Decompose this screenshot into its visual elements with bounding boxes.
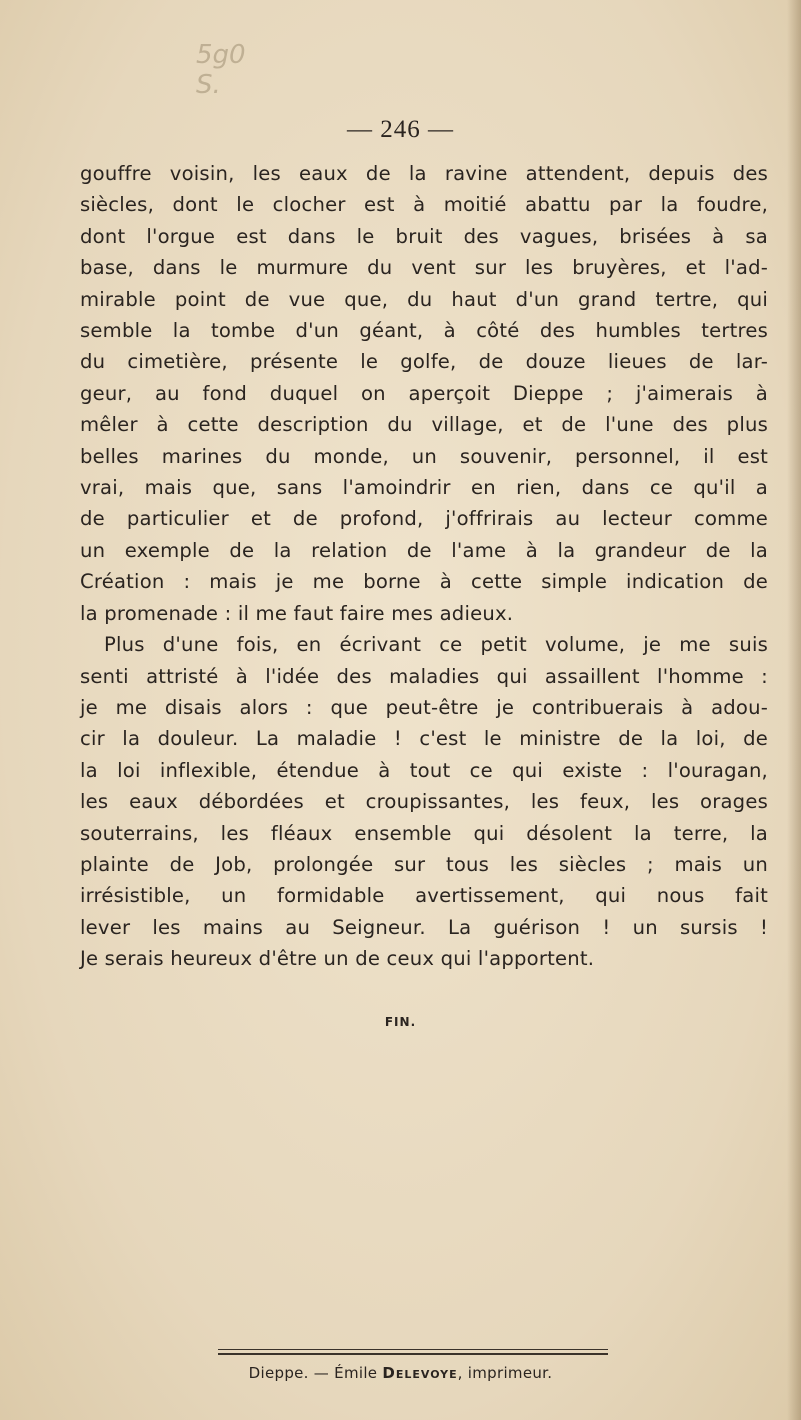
text-line: mirable point de vue que, du haut d'un grand tertre, qui	[80, 287, 768, 311]
page-number: — 246 —	[347, 116, 454, 143]
imprint-suffix: , imprimeur.	[457, 1364, 553, 1382]
text-line: la promenade : il me faut faire mes adieux.	[80, 601, 514, 625]
text-line: Plus d'une fois, en écrivant ce petit volume, je me suis	[104, 633, 768, 657]
text-line: base, dans le murmure du vent sur les bruyères, et l'ad-	[80, 256, 768, 280]
text-line: vrai, mais que, sans l'amoindrir en rien, dans ce qu'il a	[80, 476, 768, 500]
text-line: mêler à cette description du village, et de l'une des plus	[80, 413, 768, 437]
text-line: un exemple de la relation de l'ame à la grandeur de la	[80, 538, 768, 562]
text-line: Je serais heureux d'être un de ceux qui l'apportent.	[80, 947, 595, 971]
text-line: Création : mais je me borne à cette simple indication de	[80, 570, 768, 594]
text-line: irrésistible, un formidable avertissement, qui nous fait	[80, 884, 768, 908]
text-line: semble la tombe d'un géant, à côté des humbles tertres	[80, 319, 768, 343]
imprint-rule-thin	[218, 1349, 608, 1350]
text-line: de particulier et de profond, j'offrirais au lecteur comme	[80, 507, 768, 531]
text-line: plainte de Job, prolongée sur tous les siècles ; mais un	[80, 852, 768, 876]
text-line: senti attristé à l'idée des maladies qui assaillent l'homme :	[80, 664, 768, 688]
page-edge-shadow	[787, 0, 801, 1420]
imprint-place: Dieppe. — Émile	[248, 1364, 383, 1382]
text-line: je me disais alors : que peut-être je contribuerais à adou-	[80, 695, 768, 719]
text-line: du cimetière, présente le golfe, de douze lieues de lar-	[80, 350, 768, 374]
text-line: geur, au fond duquel on aperçoit Dieppe ; j'aimerais à	[80, 381, 768, 405]
body-text	[80, 158, 768, 975]
text-line: cir la douleur. La maladie ! c'est le ministre de la loi, de	[80, 727, 768, 751]
text-line: siècles, dont le clocher est à moitié abattu par la foudre,	[80, 193, 768, 217]
printer-imprint	[0, 1364, 801, 1382]
pencil-annotation-text: 5g0 S.	[196, 40, 246, 100]
text-line: lever les mains au Seigneur. La guérison ! un sursis !	[80, 915, 768, 939]
text-line: dont l'orgue est dans le bruit des vagues, brisées à sa	[80, 224, 768, 248]
imprint-printer-name: Delevoye	[382, 1364, 458, 1382]
fin-label: FIN.	[384, 1015, 417, 1029]
text-line: les eaux débordées et croupissantes, les feux, les orages	[80, 790, 768, 814]
text-line: belles marines du monde, un souvenir, personnel, il est	[80, 444, 768, 468]
pencil-annotation	[196, 40, 246, 110]
text-line: gouffre voisin, les eaux de la ravine attendent, depuis des	[80, 162, 768, 185]
imprint-rule-thick	[218, 1353, 608, 1355]
text-line: la loi inflexible, étendue à tout ce qui existe : l'ouragan,	[80, 758, 768, 782]
text-line: souterrains, les fléaux ensemble qui désolent la terre, la	[80, 821, 768, 845]
